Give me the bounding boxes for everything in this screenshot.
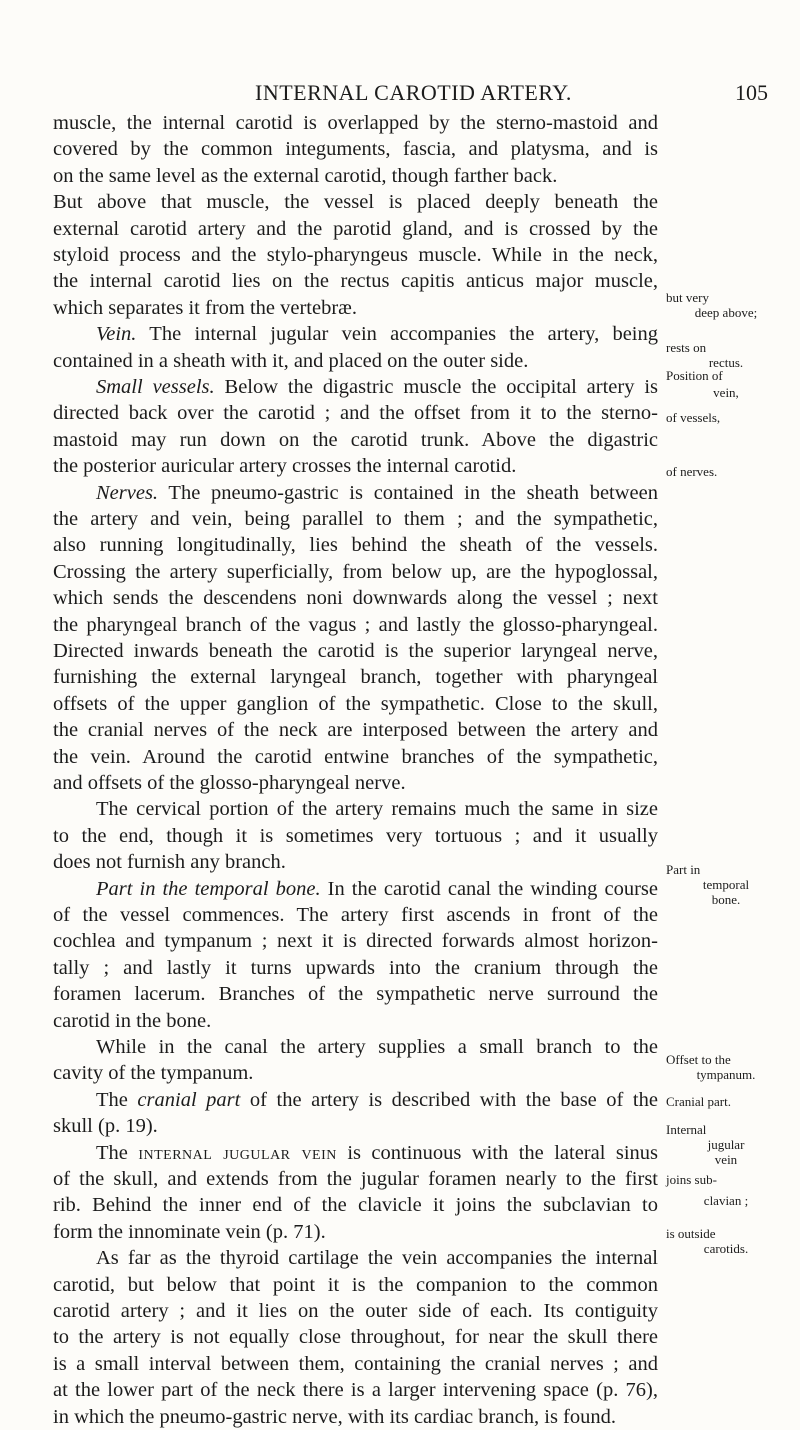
text-line: the cranial nerves of the neck are interposed between the artery and	[53, 719, 658, 742]
text-line: the pharyngeal branch of the vagus ; and lastly the glosso-pharyngeal.	[53, 613, 658, 636]
text-line: which separates it from the vertebræ.	[53, 296, 357, 319]
text-line: rib. Behind the inner end of the clavicle it joins the subclavian to	[53, 1194, 658, 1217]
text-line: cochlea and tympanum ; next it is directed forwards almost horizon-	[53, 930, 658, 953]
margin-note: but very	[666, 290, 709, 305]
text-line: mastoid may run down on the carotid trunk. Above the digastric	[53, 428, 658, 451]
text-line: at the lower part of the neck there is a larger intervening space (p. 76),	[53, 1379, 658, 1402]
text-line: Small vessels. Below the digastric muscle the occipital artery is	[96, 376, 658, 398]
text-line: also running longitudinally, lies behind the sheath of the vessels.	[53, 534, 658, 557]
margin-note: temporal	[702, 877, 750, 892]
text-line: The internal jugular vein is continuous with the lateral sinus	[96, 1141, 658, 1164]
text-line: Vein. The internal jugular vein accompanies the artery, being	[96, 323, 658, 346]
text-line: the artery and vein, being parallel to them ; and the sympathetic,	[53, 508, 658, 530]
margin-note: Part in	[666, 862, 701, 877]
text-line: to the end, though it is sometimes very tortuous ; and it usually	[53, 824, 658, 847]
text-line: directed back over the carotid ; and the offset from it to the sterno-	[53, 402, 658, 425]
text-line: external carotid artery and the parotid gland, and is crossed by the	[53, 217, 658, 240]
text-line: Directed inwards beneath the carotid is the superior laryngeal nerve,	[53, 640, 658, 662]
text-line: Part in the temporal bone. In the carotid canal the winding course	[96, 877, 658, 900]
text-line: But above that muscle, the vessel is placed deeply beneath the	[53, 191, 658, 214]
margin-note: joins sub-	[666, 1172, 717, 1187]
text-line: does not furnish any branch.	[53, 851, 286, 874]
margin-note: Cranial part.	[666, 1094, 731, 1109]
text-line: contained in a sheath with it, and placed on the outer side.	[53, 349, 529, 372]
text-line: of the skull, and extends from the jugular foramen nearly to the first	[53, 1168, 658, 1190]
margin-note: clavian ;	[703, 1193, 749, 1208]
text-line: covered by the common integuments, fascia, and platysma, and is	[53, 138, 658, 161]
margin-note: deep above;	[694, 305, 758, 320]
text-line: is a small interval between them, containing the cranial nerves ; and	[53, 1352, 658, 1375]
text-line: and offsets of the glosso-pharyngeal nerve.	[53, 772, 406, 794]
text-line: form the innominate vein (p. 71).	[53, 1220, 326, 1243]
text-line: carotid, but below that point it is the companion to the common	[53, 1273, 658, 1296]
margin-note: rectus.	[708, 355, 744, 370]
margin-note: carotids.	[703, 1241, 749, 1256]
text-line: The cranial part of the artery is described with the base of the	[96, 1088, 658, 1111]
text-line: carotid in the bone.	[53, 1009, 212, 1032]
margin-note: Internal	[666, 1122, 707, 1137]
text-line: on the same level as the external carotid, though farther back.	[53, 164, 558, 187]
text-line: skull (p. 19).	[53, 1115, 158, 1138]
text-line: tally ; and lastly it turns upwards into the cranium through the	[53, 956, 658, 979]
running-header: INTERNAL CAROTID ARTERY.	[255, 80, 572, 105]
margin-note: of vessels,	[666, 410, 721, 425]
text-line: cavity of the tympanum.	[53, 1062, 254, 1085]
text-line: the internal carotid lies on the rectus capitis anticus major muscle,	[53, 270, 658, 293]
margin-note: vein,	[713, 385, 739, 400]
text-line: the posterior auricular artery crosses the internal carotid.	[53, 455, 517, 478]
page-number: 105	[735, 80, 768, 105]
margin-note: Position of	[666, 368, 723, 383]
text-line: muscle, the internal carotid is overlapped by the sterno-mastoid and	[53, 112, 658, 134]
text-line: As far as the thyroid cartilage the vein accompanies the internal	[96, 1247, 658, 1270]
margin-note: of nerves.	[666, 464, 718, 479]
text-line: carotid artery ; and it lies on the outer side of each. Its contiguity	[53, 1300, 658, 1322]
text-line: While in the canal the artery supplies a small branch to the	[96, 1036, 658, 1058]
text-line: of the vessel commences. The artery first ascends in front of the	[53, 904, 658, 926]
margin-note: jugular	[707, 1137, 745, 1152]
margin-note: vein	[714, 1152, 738, 1167]
margin-note: bone.	[711, 892, 741, 907]
margin-note: rests on	[666, 340, 707, 355]
text-line: furnishing the external laryngeal branch, together with pharyngeal	[53, 666, 658, 689]
text-line: offsets of the upper ganglion of the sympathetic. Close to the skull,	[53, 692, 658, 715]
text-line: The cervical portion of the artery remains much the same in size	[96, 798, 658, 821]
text-line: which sends the descendens noni downwards along the vessel ; next	[53, 587, 658, 610]
text-line: in which the pneumo-gastric nerve, with its cardiac branch, is found.	[53, 1405, 617, 1428]
text-line: the vein. Around the carotid entwine branches of the sympathetic,	[53, 745, 658, 768]
text-line: Nerves. The pneumo-gastric is contained in the sheath between	[96, 481, 658, 504]
margin-note: is outside	[666, 1226, 716, 1241]
text-line: styloid process and the stylo-pharyngeus muscle. While in the neck,	[53, 244, 658, 266]
margin-note: tympanum.	[696, 1067, 756, 1082]
text-line: foramen lacerum. Branches of the sympathetic nerve surround the	[53, 983, 658, 1006]
text-line: Crossing the artery superficially, from below up, are the hypoglossal,	[53, 560, 658, 583]
margin-note: Offset to the	[666, 1052, 731, 1067]
text-line: to the artery is not equally close throughout, for near the skull there	[53, 1326, 658, 1349]
